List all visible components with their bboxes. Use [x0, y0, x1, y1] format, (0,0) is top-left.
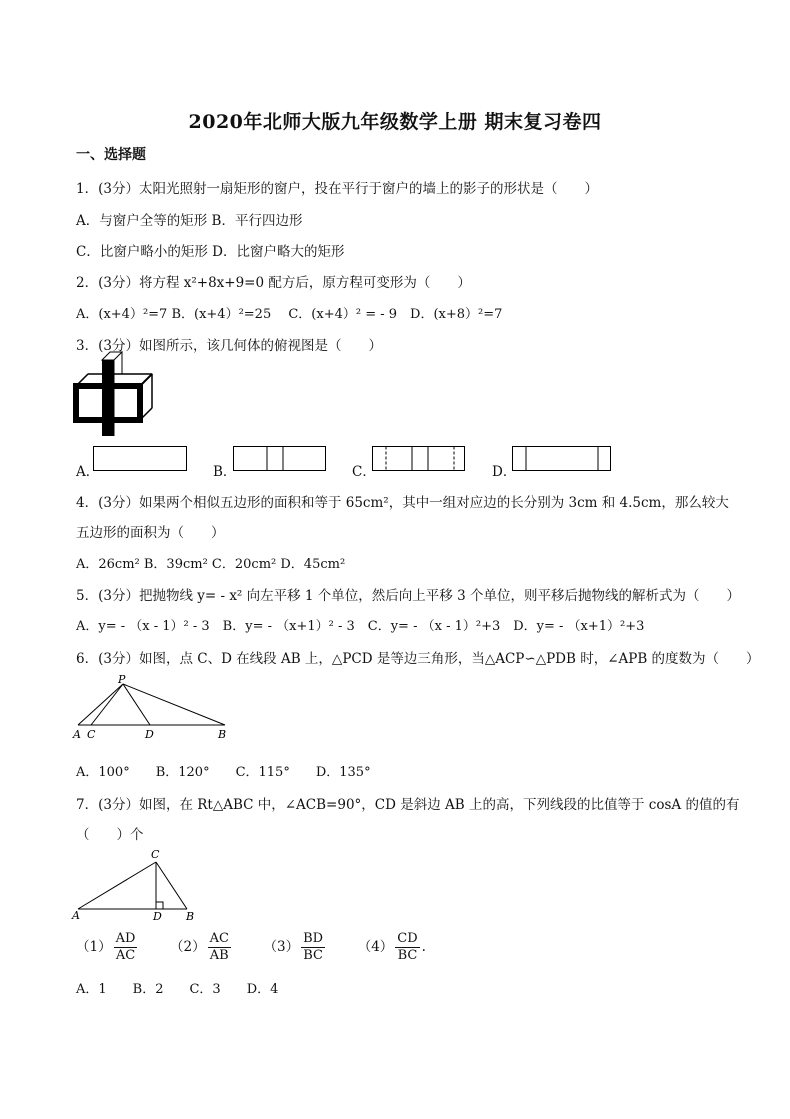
q3-solid-figure	[72, 358, 162, 438]
q7-label-b: B	[186, 910, 195, 923]
q7-ratio-3-num: BD	[303, 931, 324, 946]
q7-ratio-2-index: （2）	[170, 938, 206, 955]
q7-ratio-2-fraction	[208, 932, 231, 962]
q7-ratio-4-num: CD	[397, 931, 418, 946]
q4-stem-line1: 4．(3分）如果两个相似五边形的面积和等于 65cm²，其中一组对应边的长分别为 3cm 和 4.5cm，那么较大	[76, 495, 729, 511]
q7-ratio-1-index: （1）	[76, 938, 112, 955]
q1-stem: 1．(3分）太阳光照射一扇矩形的窗户，投在平行于窗户的墙上的影子的形状是（ ）	[76, 181, 598, 197]
q2-options: A．(x+4）²=7 B．(x+4）²=25 C．(x+4）² = - 9 D．(x+8）²=7	[76, 307, 503, 322]
q4-stem-line2: 五边形的面积为（ ）	[76, 525, 225, 541]
q7-ratio-3-index: （3）	[263, 938, 300, 955]
q6-label-p: P	[118, 673, 126, 686]
q7-label-d: D	[153, 910, 162, 923]
q6-stem: 6．(3分）如图，点 C、D 在线段 AB 上，△PCD 是等边三角形，当△ACP∽△PDB 时，∠APB 的度数为（ ）	[76, 651, 760, 667]
q7-label-c: C	[151, 848, 160, 861]
q6-options: A．100° B．120° C．115° D．135°	[76, 765, 371, 780]
q6-label-a: A	[73, 728, 81, 741]
q3-option-c-figure	[372, 446, 467, 472]
q3-option-a-label: A．	[76, 464, 100, 480]
q3-option-a-figure	[93, 446, 188, 472]
q7-stem-line1: 7．(3分）如图，在 Rt△ABC 中，∠ACB=90°，CD 是斜边 AB 上的高，下列线段的比值等于 cosA 的值的有	[76, 797, 740, 813]
q3-option-b-label: B．	[213, 464, 237, 480]
q7-ratio-1-num: AD	[115, 931, 136, 946]
q1-options-cd: C．比窗户略小的矩形 D．比窗户略大的矩形	[76, 244, 345, 260]
q6-triangle-figure	[70, 674, 240, 744]
q1-options-ab: A．与窗户全等的矩形 B．平行四边形	[76, 213, 303, 229]
q3-stem: 3．(3分）如图所示，该几何体的俯视图是（ ）	[76, 338, 382, 354]
q7-right-triangle-figure	[70, 846, 200, 926]
q7-ratio-4-fraction	[395, 932, 419, 962]
q2-stem: 2．(3分）将方程 x²+8x+9=0 配方后，原方程可变形为（ ）	[76, 275, 471, 291]
q7-ratio-3-den: BC	[303, 947, 323, 963]
q7-ratio-2-den: AB	[209, 947, 229, 963]
q7-ratio-2-num: AC	[209, 931, 229, 946]
q7-ratio-4-den: BC	[397, 947, 418, 963]
q3-option-d-label: D．	[492, 464, 517, 480]
q7-ratio-2	[170, 931, 237, 963]
q5-options: A．y= - （x - 1）² - 3 B．y= - （x+1）² - 3 C．y= - （x - 1）²+3 D．y= - （x+1）²+3	[76, 619, 645, 634]
q7-ratio-end: .	[421, 938, 426, 955]
q7-ratio-4	[357, 931, 426, 963]
q3-option-b-figure	[233, 446, 328, 472]
q6-label-c: C	[87, 728, 96, 741]
q7-label-a: A	[72, 909, 80, 922]
q7-ratio-4-index: （4）	[357, 938, 394, 955]
q7-ratio-1	[76, 931, 144, 963]
q7-stem-line2: （ ）个	[76, 827, 144, 843]
q7-ratio-3	[263, 931, 332, 963]
section-heading: 一、选择题	[76, 147, 146, 163]
q7-ratio-3-fraction	[301, 932, 325, 962]
q6-label-d: D	[145, 728, 154, 741]
q3-option-c-label: C．	[352, 464, 376, 480]
q5-stem: 5．(3分）把抛物线 y= - x² 向左平移 1 个单位，然后向上平移 3 个单位，则平移后抛物线的解析式为（ ）	[76, 588, 740, 604]
page-title: 2020年北师大版九年级数学上册 期末复习卷四	[188, 111, 602, 133]
q6-label-b: B	[218, 728, 227, 741]
q4-options: A．26cm² B．39cm² C．20cm² D．45cm²	[76, 557, 346, 572]
q7-ratio-1-den: AC	[115, 947, 136, 963]
q7-ratio-row	[76, 932, 426, 962]
q3-option-d-figure	[512, 446, 612, 472]
q7-options: A．1 B．2 C．3 D．4	[76, 982, 279, 997]
q7-ratio-1-fraction	[114, 932, 138, 962]
